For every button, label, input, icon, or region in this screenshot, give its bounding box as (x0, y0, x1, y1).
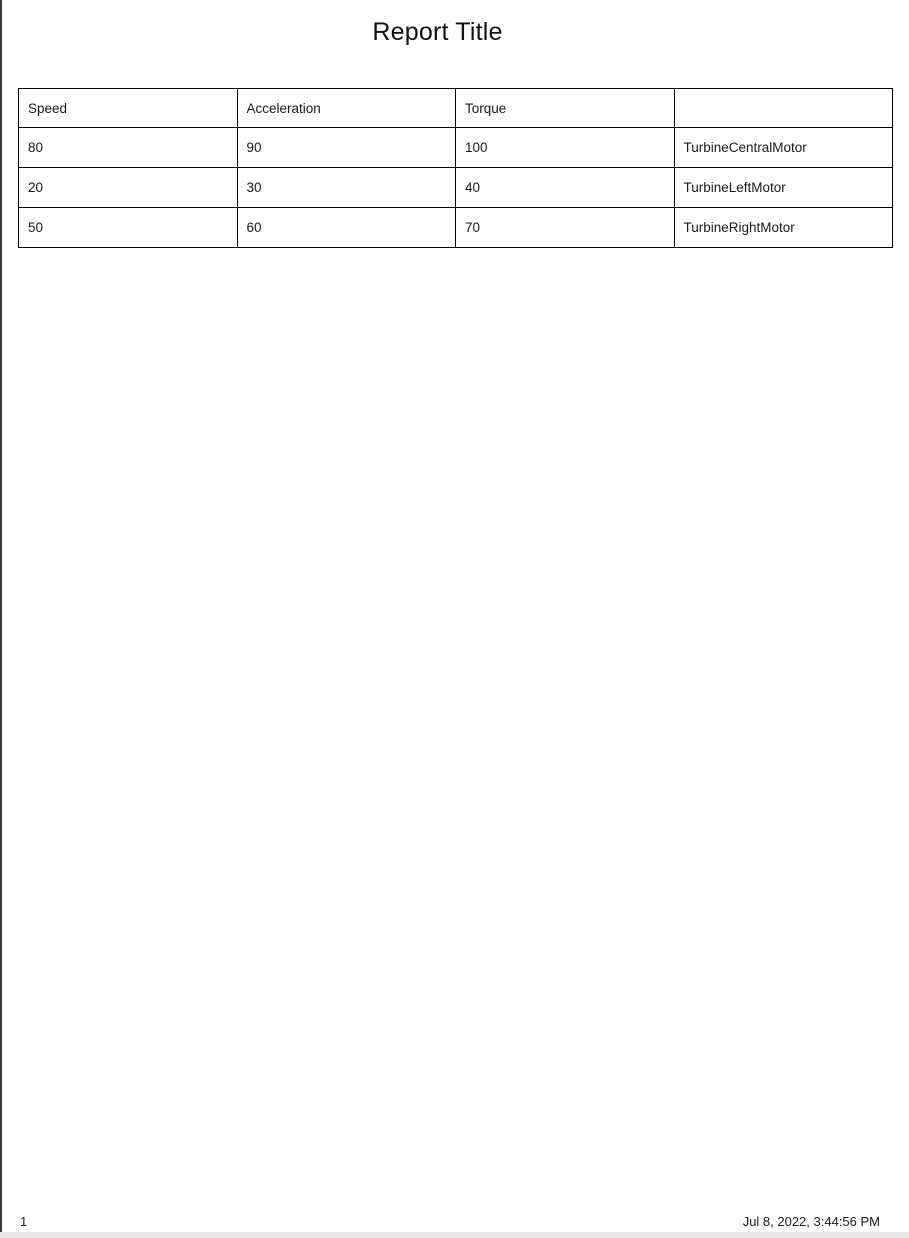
table-cell-motor-name: TurbineLeftMotor (674, 168, 893, 208)
column-header-blank (674, 89, 893, 128)
table-header-row (19, 89, 893, 128)
table-cell-motor-name: TurbineCentralMotor (674, 128, 893, 168)
table-row (19, 128, 893, 168)
bottom-strip (0, 1232, 909, 1238)
column-header-acceleration: Acceleration (237, 89, 456, 128)
page-title: Report Title (372, 18, 503, 46)
table-cell-acceleration: 30 (237, 168, 456, 208)
window-left-edge (0, 0, 2, 1238)
report-timestamp: Jul 8, 2022, 3:44:56 PM (742, 1214, 880, 1229)
table-row (19, 208, 893, 248)
page-footer (20, 1214, 880, 1229)
table-cell-speed: 20 (19, 168, 238, 208)
table-cell-acceleration: 60 (237, 208, 456, 248)
table-cell-speed: 80 (19, 128, 238, 168)
column-header-speed: Speed (19, 89, 238, 128)
table-cell-torque: 100 (456, 128, 675, 168)
table-cell-speed: 50 (19, 208, 238, 248)
table-cell-motor-name: TurbineRightMotor (674, 208, 893, 248)
table-cell-torque: 40 (456, 168, 675, 208)
report-table (18, 88, 893, 248)
table-row (19, 168, 893, 208)
column-header-torque: Torque (456, 89, 675, 128)
page-number: 1 (20, 1214, 28, 1229)
table-cell-acceleration: 90 (237, 128, 456, 168)
table-cell-torque: 70 (456, 208, 675, 248)
